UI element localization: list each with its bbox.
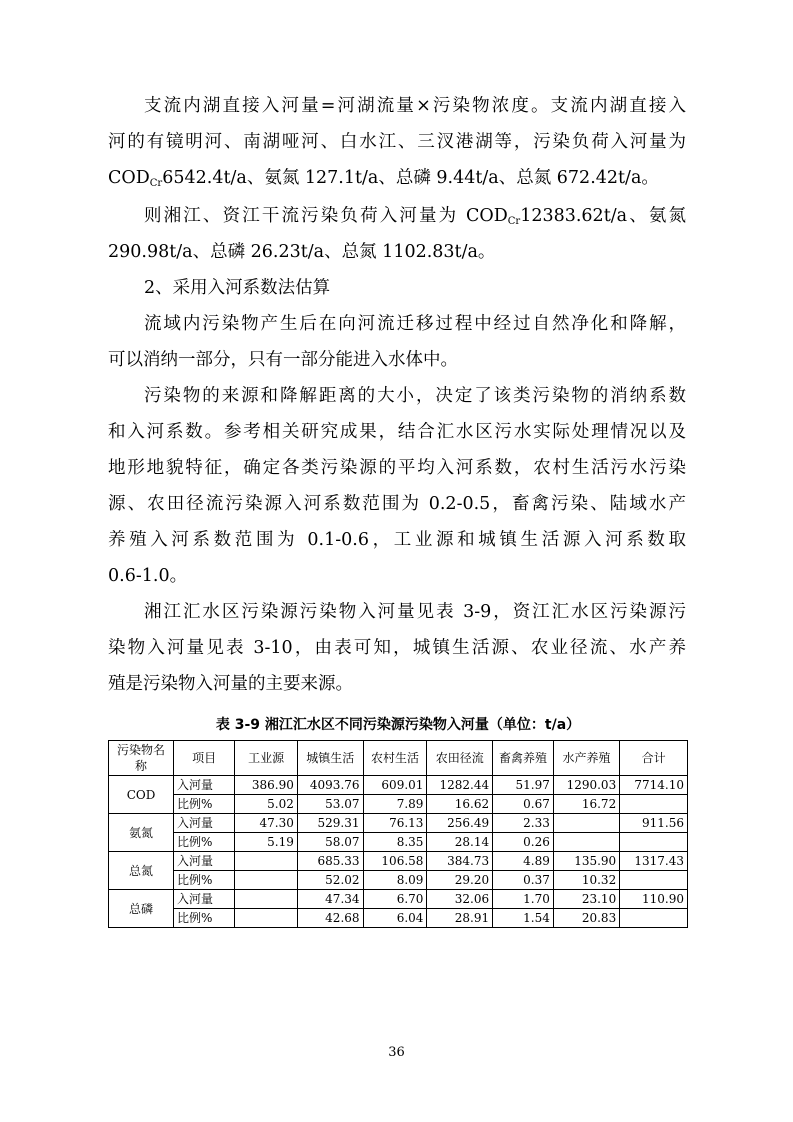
table-cell: 23.10	[553, 890, 619, 909]
table-cell	[235, 871, 298, 890]
column-header: 合计	[620, 741, 688, 776]
text-line	[108, 198, 686, 234]
table-row	[109, 871, 688, 890]
pollutant-name: 总磷	[109, 890, 174, 928]
pollutant-name: COD	[109, 776, 174, 814]
table-cell: 42.68	[297, 909, 363, 928]
table-cell: 58.07	[297, 833, 363, 852]
text-line: 河的有镜明河、南湖哑河、白水江、三汊港湖等，污染负荷入河量为	[108, 132, 686, 152]
table-cell: 256.49	[427, 814, 493, 833]
table-cell: 76.13	[363, 814, 427, 833]
table-row	[109, 833, 688, 852]
table-cell: 29.20	[427, 871, 493, 890]
table-cell: 5.19	[235, 833, 298, 852]
table-cell: 入河量	[174, 776, 235, 795]
table-cell: 1.54	[493, 909, 554, 928]
column-header: 污染物名称	[109, 741, 174, 776]
table-cell: 4093.76	[297, 776, 363, 795]
column-header: 水产养殖	[553, 741, 619, 776]
table-cell	[235, 852, 298, 871]
table-cell: 16.62	[427, 795, 493, 814]
paragraph	[108, 88, 686, 196]
table-cell: 16.72	[553, 795, 619, 814]
table-header-row	[109, 741, 688, 776]
text-line: 染物入河量见表 3-10，由表可知，城镇生活源、农业径流、水产养	[108, 638, 686, 658]
table-cell: 比例%	[174, 871, 235, 890]
table-cell: 106.58	[363, 852, 427, 871]
table-cell: 6.70	[363, 890, 427, 909]
table-cell: 1282.44	[427, 776, 493, 795]
table-cell: 53.07	[297, 795, 363, 814]
table-cell	[620, 833, 688, 852]
table-cell: 529.31	[297, 814, 363, 833]
table-cell: 8.09	[363, 871, 427, 890]
table-cell: 110.90	[620, 890, 688, 909]
column-header: 农村生活	[363, 741, 427, 776]
column-header: 农田径流	[427, 741, 493, 776]
subscript: Cr	[507, 216, 521, 227]
text-line: 290.98t/a、总磷 26.23t/a、总氮 1102.83t/a。	[108, 242, 496, 262]
subscript: Cr	[149, 178, 163, 189]
text-line: 流域内污染物产生后在向河流迁移过程中经过自然净化和降解，	[144, 314, 686, 334]
paragraph	[108, 270, 686, 306]
table-cell: 135.90	[553, 852, 619, 871]
table-cell: 20.83	[553, 909, 619, 928]
text-line: 污染物的来源和降解距离的大小，决定了该类污染物的消纳系数	[144, 386, 686, 406]
text-run: COD	[108, 168, 150, 188]
table-row	[109, 814, 688, 833]
table-cell: 1317.43	[620, 852, 688, 871]
table-cell: 6.04	[363, 909, 427, 928]
table-cell: 51.97	[493, 776, 554, 795]
text-line: 养殖入河系数范围为 0.1-0.6，工业源和城镇生活源入河系数取	[108, 530, 686, 550]
text-line: 可以消纳一部分，只有一部分能进入水体中。	[108, 350, 458, 370]
pollutant-name: 氨氮	[109, 814, 174, 852]
table-row	[109, 890, 688, 909]
column-header: 工业源	[235, 741, 298, 776]
text-run: 6542.4t/a、氨氮 127.1t/a、总磷 9.44t/a、总氮 672.42t/a。	[162, 168, 659, 188]
table-row	[109, 909, 688, 928]
table-cell: 比例%	[174, 909, 235, 928]
table-cell	[620, 795, 688, 814]
table-cell: 47.30	[235, 814, 298, 833]
pollutant-name: 总氮	[109, 852, 174, 890]
table-cell: 386.90	[235, 776, 298, 795]
text-line: 和入河系数。参考相关研究成果，结合汇水区污水实际处理情况以及	[108, 422, 686, 442]
pollutant-table	[108, 740, 688, 928]
table-cell: 28.14	[427, 833, 493, 852]
text-line: 湘江汇水区污染源污染物入河量见表 3-9，资江汇水区污染源污	[144, 602, 686, 622]
text-line: 殖是污染物入河量的主要来源。	[108, 674, 353, 694]
table-cell: 0.37	[493, 871, 554, 890]
table-cell	[235, 890, 298, 909]
table-row	[109, 776, 688, 795]
table-cell: 384.73	[427, 852, 493, 871]
table-cell: 入河量	[174, 814, 235, 833]
table-cell: 0.26	[493, 833, 554, 852]
table-cell: 10.32	[553, 871, 619, 890]
paragraph	[108, 594, 686, 702]
table-row	[109, 795, 688, 814]
table-cell	[235, 909, 298, 928]
text-line: 2、采用入河系数法估算	[144, 278, 331, 298]
text-line: 源、农田径流污染源入河系数范围为 0.2-0.5，畜禽污染、陆域水产	[108, 494, 686, 514]
table-cell: 28.91	[427, 909, 493, 928]
table-cell: 2.33	[493, 814, 554, 833]
table-cell	[553, 814, 619, 833]
table-cell	[553, 833, 619, 852]
column-header: 畜禽养殖	[493, 741, 554, 776]
table-cell: 609.01	[363, 776, 427, 795]
table-cell: 入河量	[174, 852, 235, 871]
table-row	[109, 852, 688, 871]
table-cell: 32.06	[427, 890, 493, 909]
paragraph	[108, 378, 686, 594]
text-line: 0.6-1.0。	[108, 566, 188, 586]
table-cell	[620, 909, 688, 928]
text-line: 地形地貌特征，确定各类污染源的平均入河系数，农村生活污水污染	[108, 458, 686, 478]
table-cell: 685.33	[297, 852, 363, 871]
column-header: 城镇生活	[297, 741, 363, 776]
table-cell: 911.56	[620, 814, 688, 833]
table-cell: 比例%	[174, 833, 235, 852]
table-caption: 表 3-9 湘江汇水区不同污染源污染物入河量（单位：t/a）	[215, 717, 581, 733]
table-cell: 7.89	[363, 795, 427, 814]
table-cell: 1.70	[493, 890, 554, 909]
text-run: 12383.62t/a、氨氮	[520, 206, 686, 226]
page-number: 36	[388, 1045, 405, 1060]
table-cell: 5.02	[235, 795, 298, 814]
text-line	[108, 160, 686, 196]
table-cell: 比例%	[174, 795, 235, 814]
table-cell: 47.34	[297, 890, 363, 909]
text-line: 支流内湖直接入河量=河湖流量×污染物浓度。支流内湖直接入	[144, 96, 686, 116]
table-cell: 1290.03	[553, 776, 619, 795]
table-cell: 7714.10	[620, 776, 688, 795]
paragraph	[108, 306, 686, 378]
table-cell: 入河量	[174, 890, 235, 909]
table-cell: 8.35	[363, 833, 427, 852]
table-cell: 52.02	[297, 871, 363, 890]
table-cell: 4.89	[493, 852, 554, 871]
table-cell: 0.67	[493, 795, 554, 814]
column-header: 项目	[174, 741, 235, 776]
text-run: 则湘江、资江干流污染负荷入河量为 COD	[144, 206, 508, 226]
paragraph	[108, 198, 686, 270]
table-cell	[620, 871, 688, 890]
